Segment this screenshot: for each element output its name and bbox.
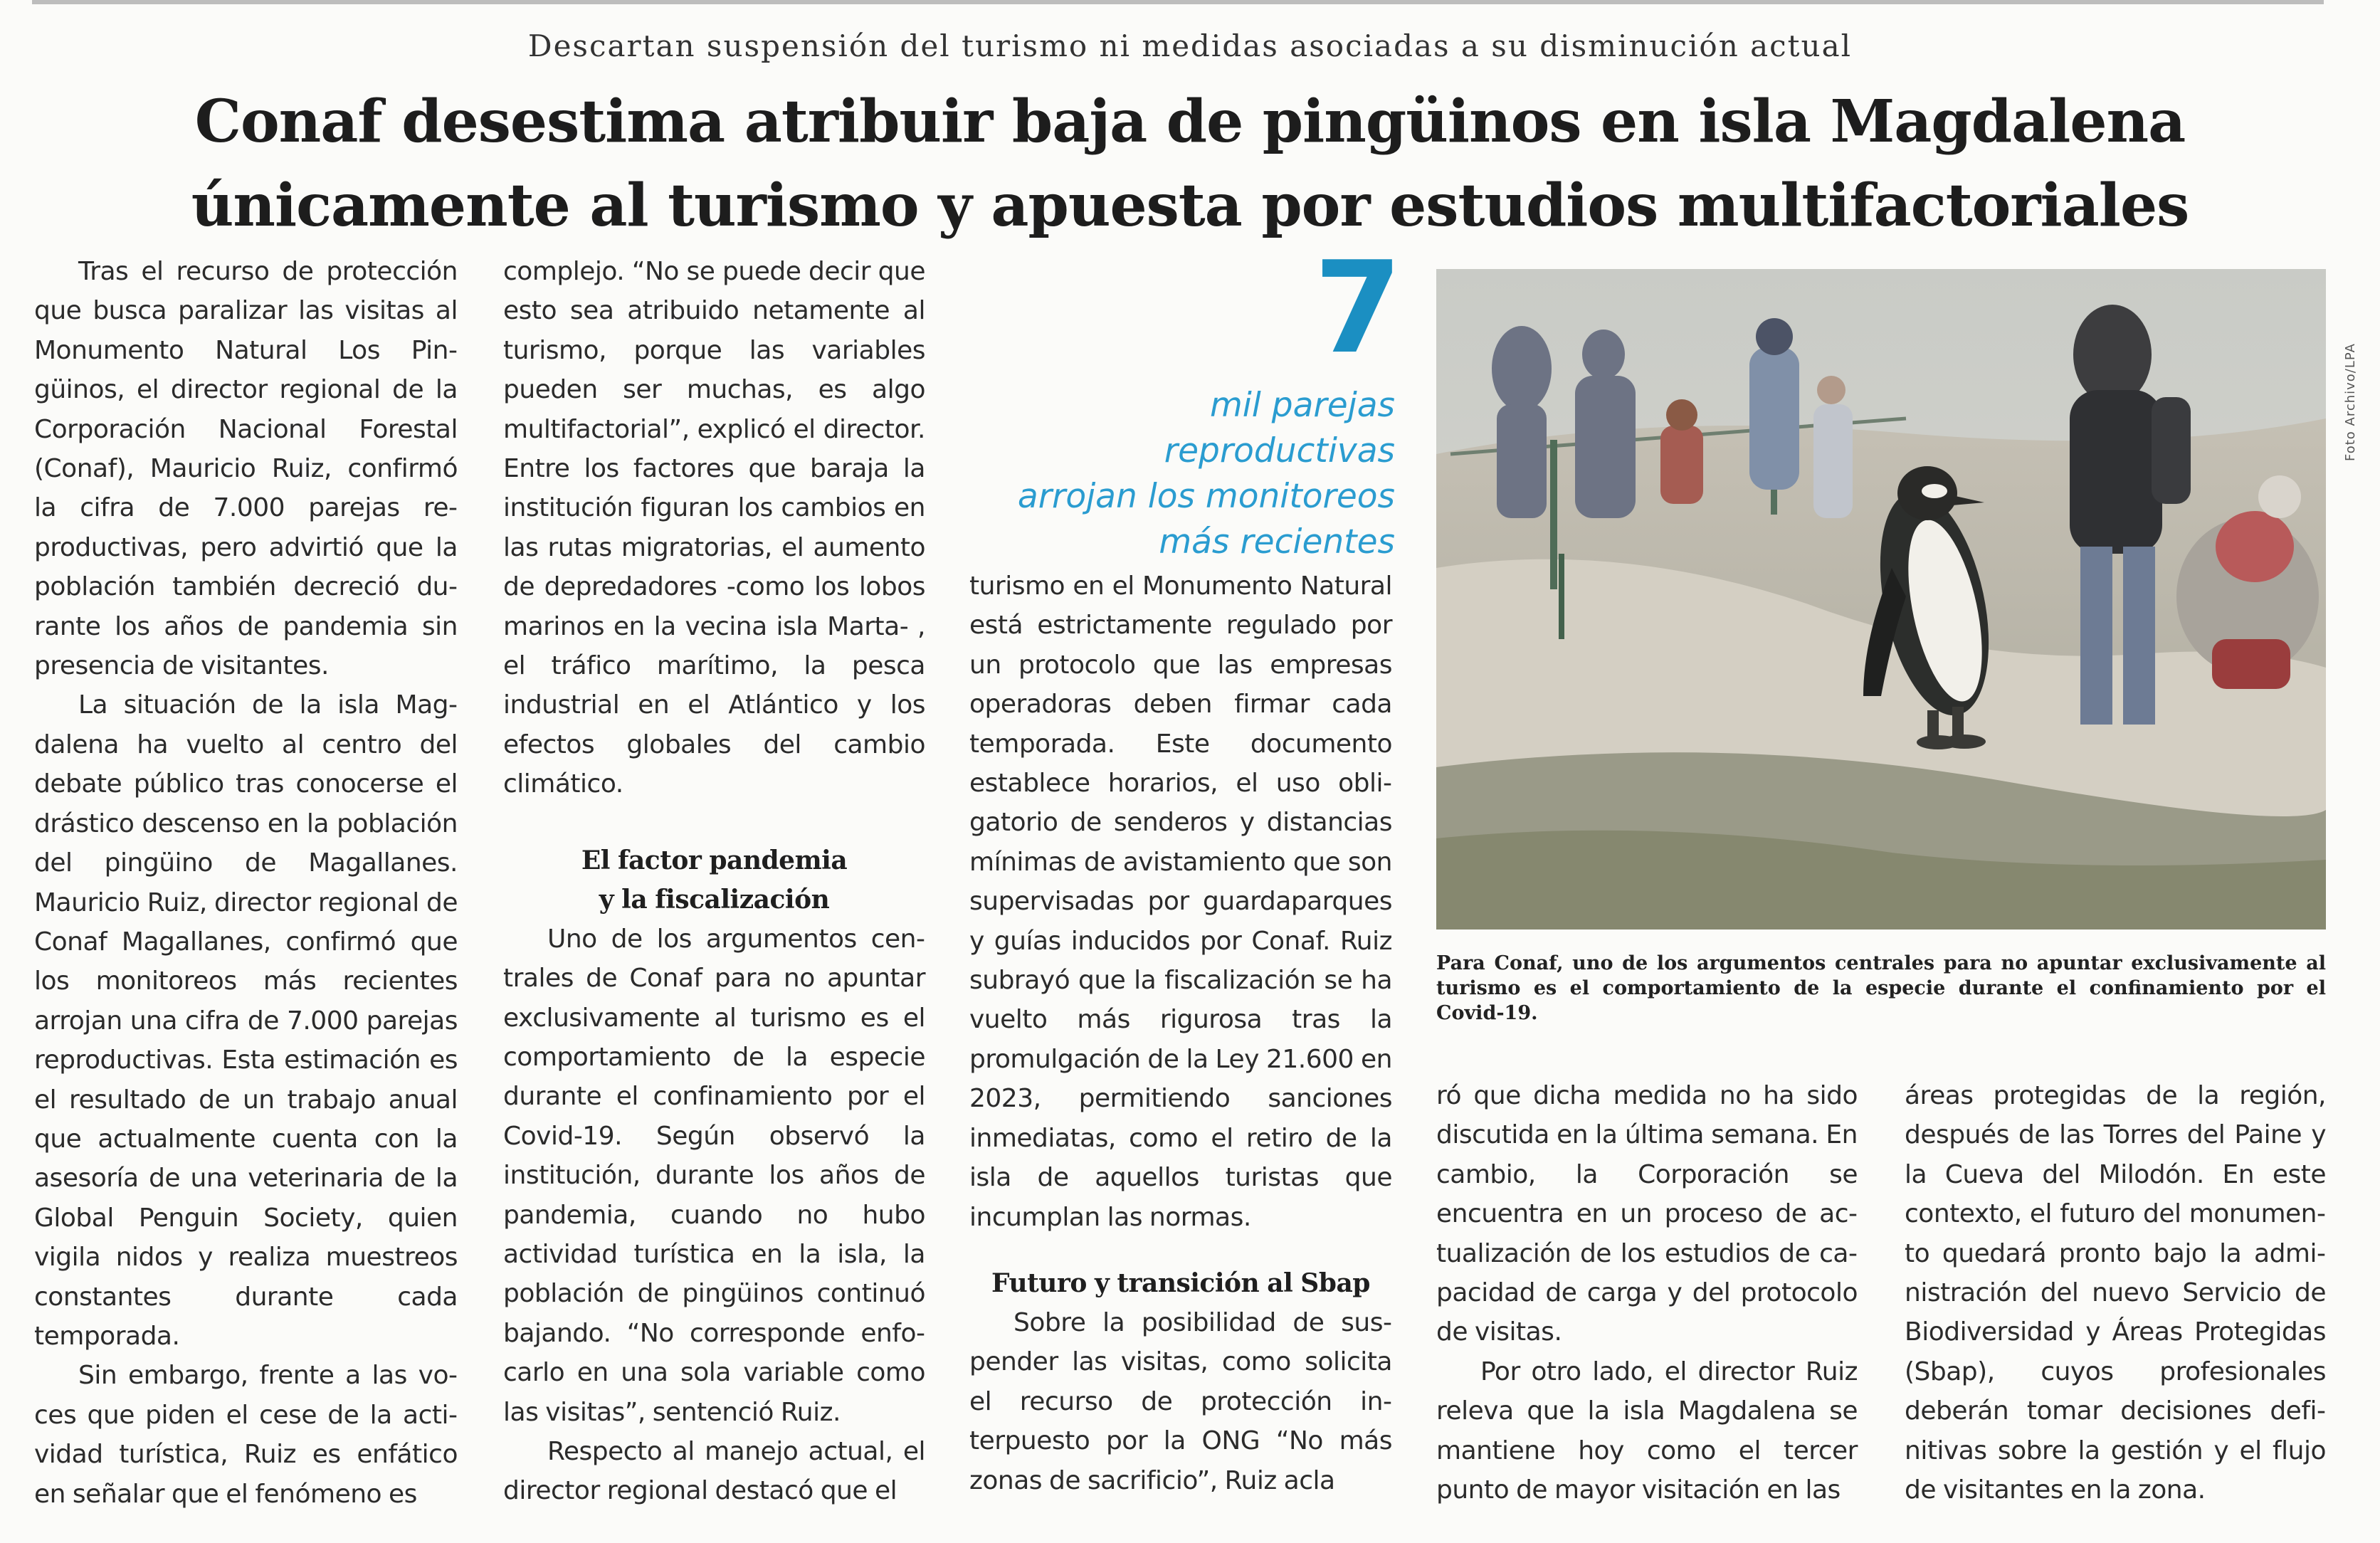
article-column-4	[1436, 1076, 1858, 1510]
paragraph: Tras el recurso de protección que busca paralizar las visitas al Monumento Natural Los Pingüinos, el director regional de la Corporación Nacional Forestal (Conaf), Mauricio Ruiz, confirmó la cifra de 7.000 parejas reproductivas, pero advirtió que la población también decreció durante los años de pandemia sin presencia de visitantes.	[34, 257, 458, 681]
photo-credit: Foto Archivo/LPA	[2343, 343, 2358, 461]
kicker: Descartan suspensión del turismo ni medidas asociadas a su disminución actual	[527, 28, 1853, 63]
headline	[0, 80, 2380, 248]
paragraph: ró que dicha medida no ha sido discutida en la última semana. En cambio, la Corporación se encuentra en un proceso de actualización de los estudios de capacidad de carga y del protocolo de visitas.	[1436, 1081, 1858, 1347]
stat-line-3: más recientes	[1159, 522, 1395, 562]
top-rule	[32, 0, 2324, 4]
stat-line-1: mil parejas reproductivas	[1164, 386, 1395, 470]
paragraph: áreas protegidas de la región, después de las Torres del Paine y la Cueva del Milodón. En este contexto, el futuro del monumento quedará pronto bajo la administración del nuevo Servicio de Biodiversidad y Áreas Protegidas (Sbap), cuyos profesionales deberán tomar decisiones definitivas sobre la gestión y el flujo de visitantes en la zona.	[1905, 1081, 2326, 1505]
photo-caption: Para Conaf, uno de los argumentos centrales para no apuntar exclusivamente al turismo es el comportamiento de la especie durante el confinamiento por el Covid-19.	[1436, 952, 2326, 1024]
penguin-photo-image	[1436, 269, 2326, 930]
paragraph: La situación de la isla Magdalena ha vuelto al centro del debate público tras conocerse el drástico descenso en la población del pingüino de Magallanes. Mauricio Ruiz, director regional de Conaf Magallanes, confirmó que los monitoreos más recientes arrojan una cifra de 7.000 parejas reproductivas. Esta estimación es el resultado de un trabajo anual que actualmente cuenta con la asesoría de una veterinaria de la Global Penguin Society, quien vigila nidos y realiza muestreos constantes durante cada temporada.	[34, 690, 458, 1351]
article-column-2	[503, 252, 925, 1511]
article-column-3	[969, 567, 1392, 1500]
paragraph: complejo. “No se puede decir que esto sea atribuido netamente al turismo, porque las variables pueden ser muchas, es algo multifactorial”, explicó el director. Entre los factores que baraja la institución figuran los cambios en las rutas migratorias, el aumento de depredadores -como los lobos marinos en la vecina isla Marta- , el tráfico marítimo, la pesca industrial en el Atlántico y los efectos globales del cambio climático.	[503, 257, 925, 799]
stat-number: 7	[1314, 234, 1402, 381]
subheading-line-1: El factor pandemia	[581, 845, 848, 875]
paragraph: turismo en el Monumento Natural está estrictamente regulado por un protocolo que las empresas operadoras deben firmar cada temporada. Este documento establece horarios, el uso obligatorio de senderos y distancias mínimas de avistamiento que son supervisadas por guardaparques y guías inducidos por Conaf. Ruiz subrayó que la fiscalización se ha vuelto más rigurosa tras la promulgación de la Ley 21.600 en 2023, permitiendo sanciones inmediatas, como el retiro de la isla de aquellos turistas que incumplan las normas.	[969, 572, 1392, 1232]
paragraph: Por otro lado, el director Ruiz releva que la isla Magdalena se mantiene hoy como el tercer punto de mayor visitación en las	[1436, 1357, 1858, 1505]
headline-line-1: Conaf desestima atribuir baja de pingüinos en isla Magdalena	[194, 88, 2186, 156]
article-column-1	[34, 252, 458, 1514]
paragraph: Respecto al manejo actual, el director regional destacó que el	[503, 1436, 925, 1506]
stat-text	[982, 383, 1395, 565]
headline-line-2: únicamente al turismo y apuesta por estudios multifactoriales	[191, 172, 2189, 240]
subheading	[503, 841, 925, 920]
penguin-photo	[1436, 269, 2326, 930]
stat-line-2: arrojan los monitoreos	[1017, 477, 1395, 516]
paragraph: Sobre la posibilidad de suspender las visitas, como solicita el recurso de protección interpuesto por la ONG “No más zonas de sacrificio”, Ruiz acla	[969, 1307, 1392, 1495]
paragraph: Uno de los argumentos centrales de Conaf para no apuntar exclusivamente al turismo es el comportamiento de la especie durante el confinamiento por el Covid-19. Según observó la institución, durante los años de pandemia, cuando no hubo actividad turística en la isla, la población de pingüinos continuó bajando. “No corresponde enfocarlo en una sola variable como las visitas”, sentenció Ruiz.	[503, 924, 925, 1427]
subheading-line-2: y la fiscalización	[599, 884, 830, 915]
subheading: Futuro y transición al Sbap	[991, 1268, 1370, 1298]
paragraph: Sin embargo, frente a las voces que piden el cese de la actividad turística, Ruiz es enfático en señalar que el fenómeno es	[34, 1361, 458, 1509]
article-column-5	[1905, 1076, 2326, 1510]
